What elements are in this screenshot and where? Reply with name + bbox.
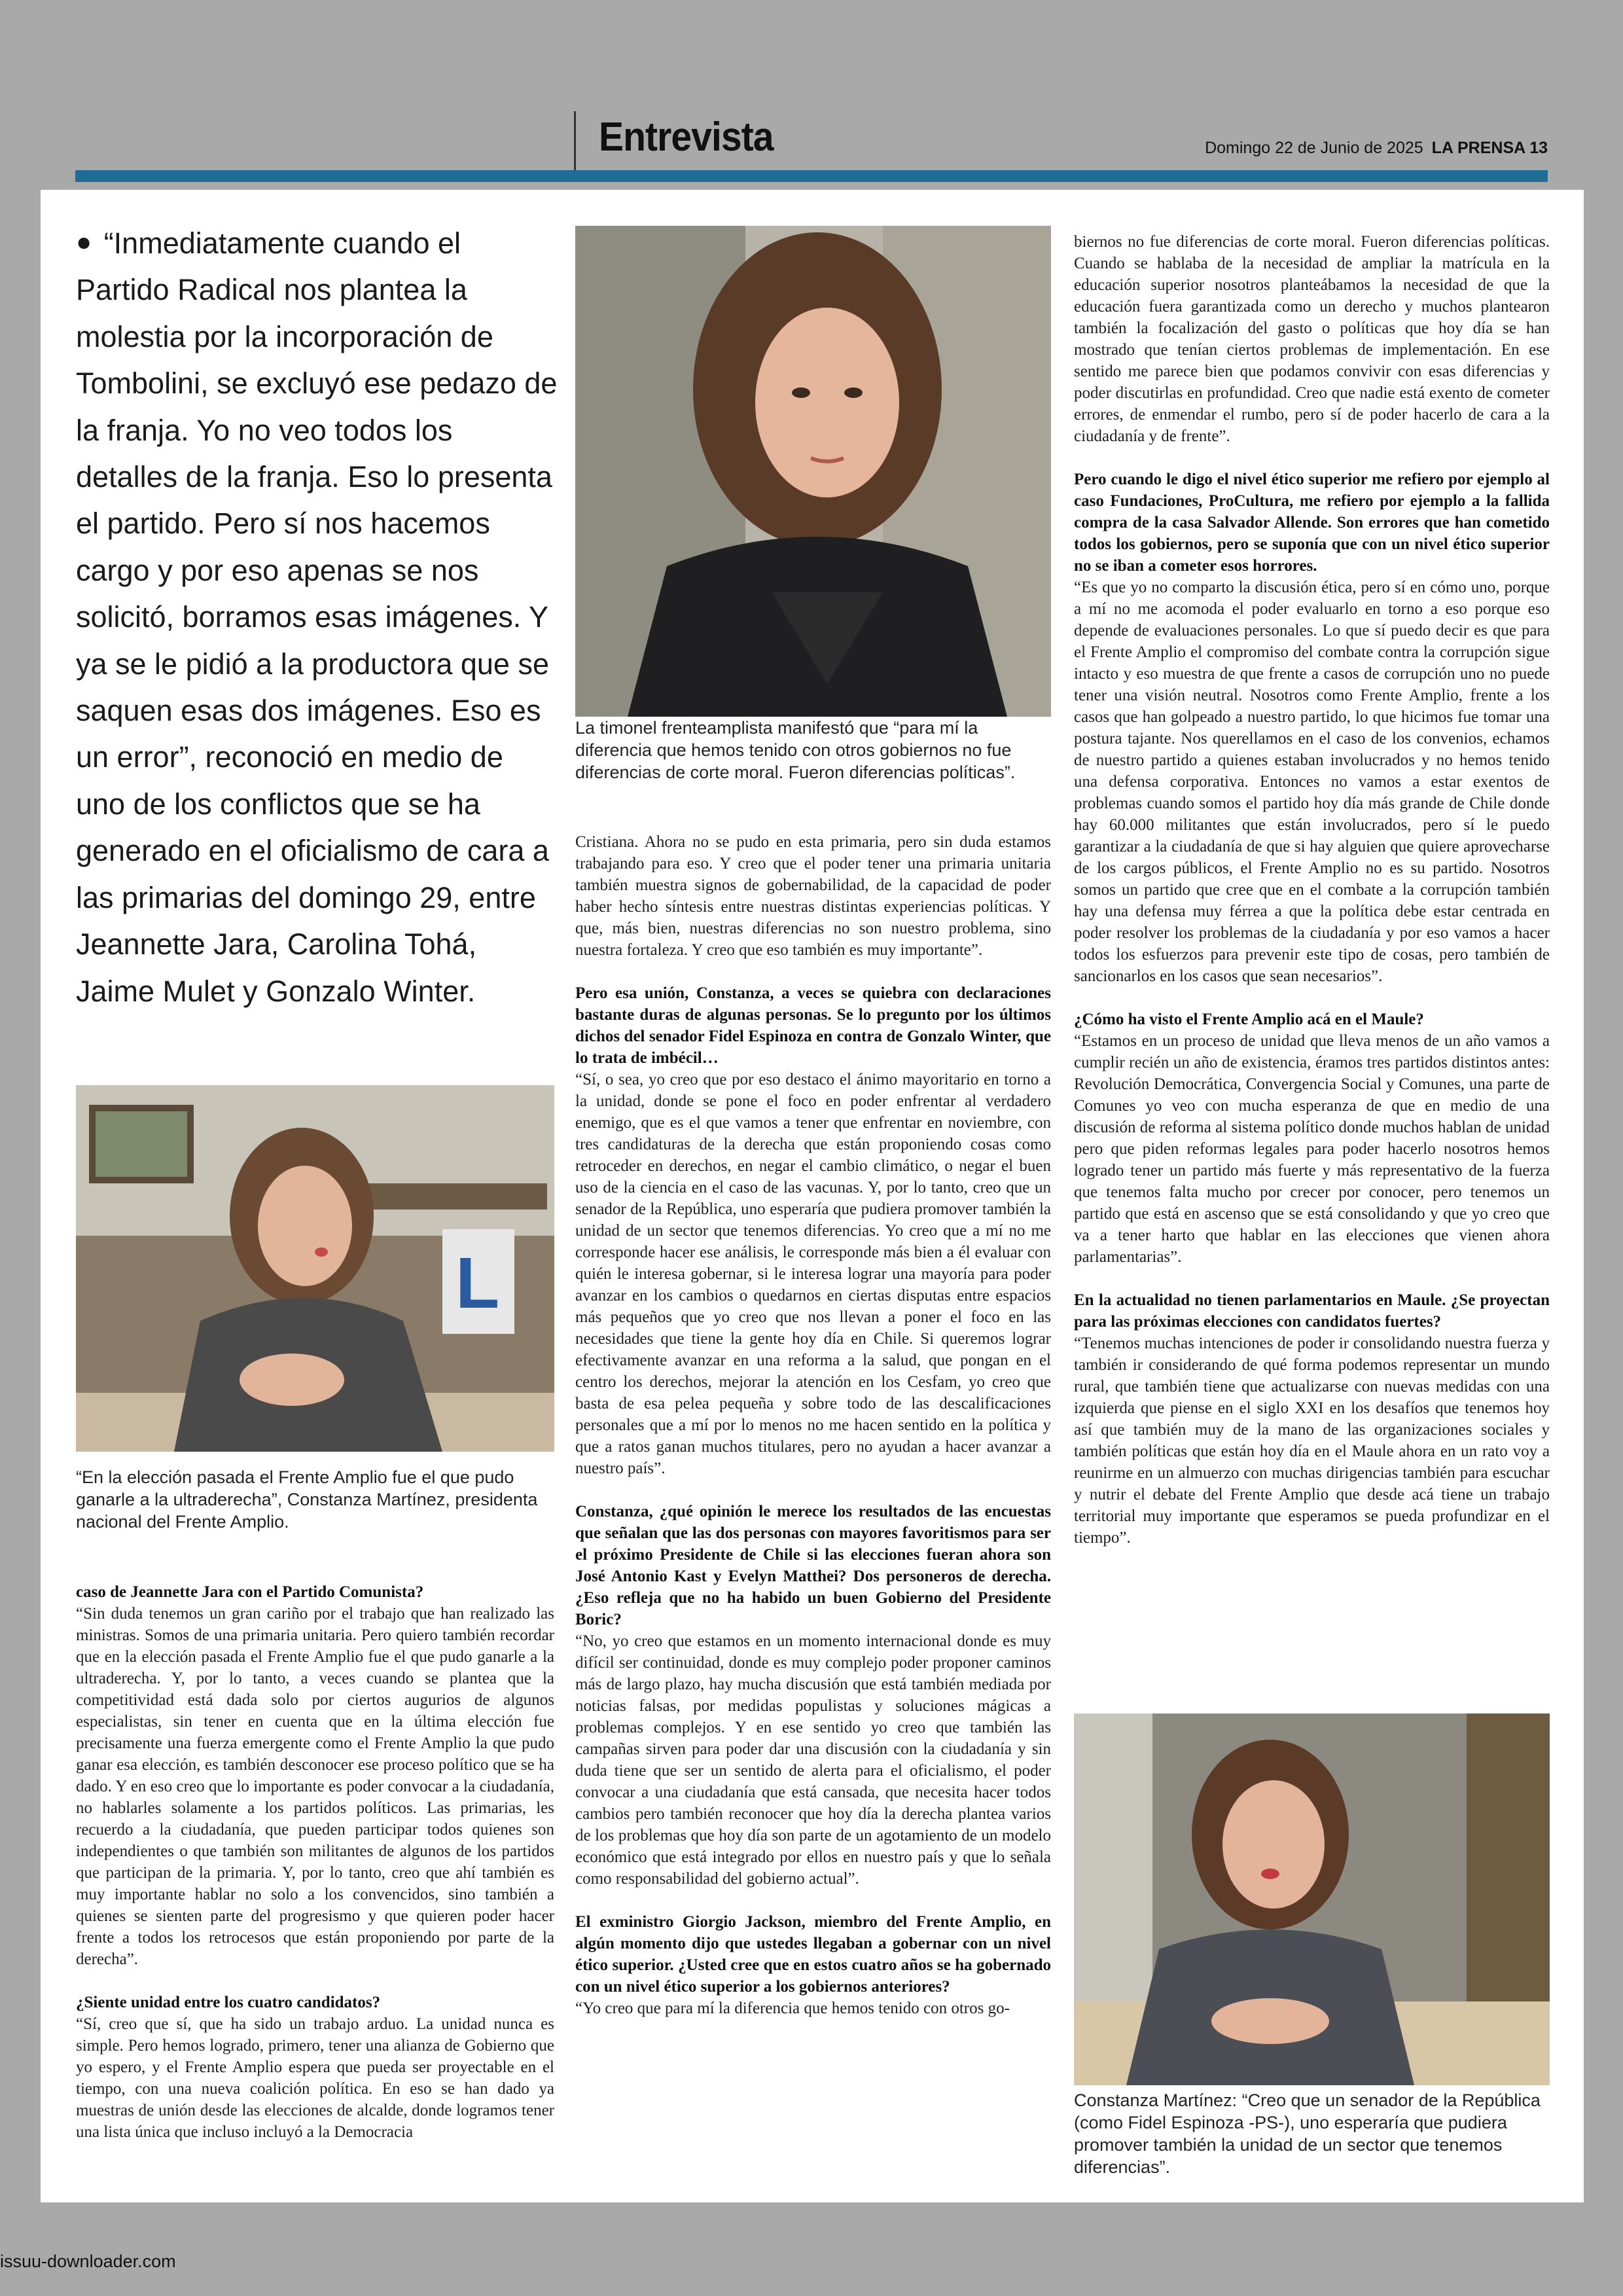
- photo-seated: [1074, 1713, 1550, 2085]
- bullet-icon: ●: [76, 228, 92, 257]
- answer: Cristiana. Ahora no se pudo en esta primaria, pero sin duda estamos trabajando para eso. Y creo que el poder tener una primaria unitaria también muestra signos de gobernabilidad, de la capacidad de poder haber hecho síntesis entre nuestras distintas experiencias políticas. Y que, más bien, nuestras diferencias no son nuestro problema, sino nuestra fortaleza. Y creo que eso también es muy importante”.: [575, 833, 1051, 959]
- pull-quote-text: “Inmediatamente cuando el Partido Radical nos plantea la molestia por la incorporación de Tombolini, se excluyó ese pedazo de la franja. Yo no veo todos los detalles de la franja. Eso lo presenta el partido. Pero sí nos hacemos cargo y por eso apenas se nos solicitó, borramos esas imágenes. Y ya se le pidió a la productora que se saquen esas dos imágenes. Eso es un error”, reconoció en medio de uno de los conflictos que se ha generado en el oficialismo de cara a las primarias del domingo 29, entre Jeannette Jara, Carolina Tohá, Jaime Mulet y Gonzalo Winter.: [76, 226, 558, 1008]
- question: Pero esa unión, Constanza, a veces se quiebra con declaraciones bastante duras de algunas personas. Se lo pregunto por los últimos dichos del senador Fidel Espinoza en contra de Gonzalo Winter, que lo trata de imbécil…: [575, 984, 1051, 1067]
- paper-page-number: LA PRENSA 13: [1431, 139, 1548, 157]
- column-1-text: [76, 1581, 554, 2143]
- answer: “No, yo creo que estamos en un momento internacional donde es muy difícil ser continuidad, donde es muy complejo poder proponer caminos más de largo plazo, hay mucha discusión que está también mediada por noticias falsas, por medidas populistas y soluciones mágicas a problemas complejos. Y en ese sentido yo creo que también las campañas sirven para poder dar una discusión con la ciudadanía y sin duda tiene que ser un sentido de alerta para el oficialismo, el poder convocar a una ciudadanía que está cansada, que necesita hacer todos cambios pero también reconocer que hoy día la derecha plantea varios de los problemas que hoy día son parte de un agotamiento de un modelo económico que está integrado por ellos en nuestro país y que lo señala como responsabilidad del gobierno actual”.: [575, 1632, 1051, 1888]
- header-divider: [574, 111, 576, 173]
- question: ¿Siente unidad entre los cuatro candidatos?: [76, 1994, 381, 2011]
- photo-portrait: [575, 226, 1051, 717]
- header-rule: [75, 170, 1548, 182]
- caption-photo-3: Constanza Martínez: “Creo que un senador de la República (como Fidel Espinoza -PS-), uno esperaría que pudiera promover también la unidad de un sector que tenemos diferencias”.: [1074, 2090, 1541, 2177]
- answer: “Sí, creo que sí, que ha sido un trabajo arduo. La unidad nunca es simple. Pero hemos logrado, primero, tener una alianza de Gobierno que yo espero, y el Frente Amplio espera que pueda ser proyectable en el tiempo, con una nueva coalición política. En eso se han dado ya muestras de unión desde las elecciones de alcalde, donde logramos tener una lista única que incluso incluyó a la Democracia: [76, 2015, 554, 2141]
- answer: “Sí, o sea, yo creo que por eso destaco el ánimo mayoritario en torno a la unidad, donde se pone el foco en poder enfrentar al verdadero enemigo, que es el que vamos a tener que enfrentar en noviembre, con tres candidaturas de la derecha que están proponiendo cosas como retroceder en derechos, en negar el cambio climático, o negar el buen uso de la ciencia en el caso de las vacunas. Y, por lo tanto, creo que un senador de la República, uno esperaría que pudiera promover también la unidad de un sector que tenemos diferencias. Yo creo que a mí no me corresponde hacer ese análisis, le corresponde más bien a él evaluar con quién le interesa gobernar, si le interesa lograr una mayoría para poder avanzar en los cambios o quedarnos en ciertas disputas entre espacios más pequeños que yo creo que nos llevan a poner el foco en las necesidades que tiene la gente hoy día en Chile. Si queremos lograr efectivamente avanzar en una reforma a la salud, que pongan en el centro los derechos, mejorar la atención en los Cesfam, yo creo que basta de esa pelea pequeña y sobre todo de las descalificaciones personales que a mí por lo menos no me hacen sentido en la política y que a ratos ganan muchos titulares, pero no ayudan a hacer avanzar a nuestro país”.: [575, 1071, 1051, 1477]
- question: Pero cuando le digo el nivel ético superior me refiero por ejemplo al caso Fundaciones, ProCultura, me refiero por ejemplo a la fallida compra de la casa Salvador Allende. Son errores que han cometido todos los gobiernos, pero se suponía que con un nivel ético superior no se iban a cometer esos horrores.: [1074, 471, 1550, 575]
- answer: “Yo creo que para mí la diferencia que hemos tenido con otros go-: [575, 2000, 1010, 2017]
- question: Constanza, ¿qué opinión le merece los resultados de las encuestas que señalan que las dos personas con mayores favoritismos para ser el próximo Presidente de Chile si las elecciones fueran ahora son José Antonio Kast y Evelyn Matthei? Dos personeros de derecha. ¿Eso refleja que no ha habido un buen Gobierno del Presidente Boric?: [575, 1503, 1051, 1628]
- header-dateline: [1205, 139, 1548, 158]
- section-title: Entrevista: [599, 115, 774, 160]
- caption-photo-2: La timonel frenteamplista manifestó que “para mí la diferencia que hemos tenido con otros gobiernos no fue diferencias de corte moral. Fueron diferencias políticas”.: [575, 718, 1016, 782]
- answer: “Estamos en un proceso de unidad que lleva menos de un año vamos a cumplir recién un año de existencia, éramos tres partidos distintos antes: Revolución Democrática, Convergencia Social y Comunes, una parte de Comunes yo veo con mucha esperanza de que en medio de una discusión de reforma al sistema político donde muchos hablan de unidad pero que piden reformas legales para poder hacerlo nosotros hemos logrado tener un partido más fuerte y más representativo de la fuerza que tenemos falta mucho por crecer por conocer, pero tenemos un partido que está en ascenso que se está consolidando y que yo creo que va a tener harto que hablar en las elecciones que vienen ahora parlamentarias”.: [1074, 1032, 1550, 1266]
- answer: biernos no fue diferencias de corte moral. Fueron diferencias políticas. Cuando se hablaba de la necesidad de ampliar la matrícula en la educación superior nosotros planteábamos la necesidad de que la educación fuera garantizada como un derecho y muchos plantearon también la focalización del gasto o políticas que hoy día se han mostrado que tenían ciertos problemas de implementación. En ese sentido me parece bien que podamos convivir con esas diferencias y poder discutirlas en profundidad. Creo que nadie está exento de cometer errores, de enmendar el rumbo, pero sí de poder hacerlo de cara a la ciudadanía y de frente”.: [1074, 233, 1550, 445]
- column-2-text: [575, 831, 1051, 2019]
- svg-text:L: L: [455, 1243, 500, 1323]
- newspaper-page: [41, 190, 1584, 2202]
- photo-interview-table: [76, 1085, 554, 1452]
- watermark: issuu-downloader.com: [0, 2251, 176, 2271]
- issue-date: Domingo 22 de Junio de 2025: [1205, 139, 1423, 157]
- photo-image: [575, 226, 1051, 717]
- column-3-text: [1074, 231, 1550, 1549]
- question: ¿Cómo ha visto el Frente Amplio acá en el Maule?: [1074, 1011, 1424, 1028]
- answer: “Es que yo no comparto la discusión ética, pero sí en cómo uno, porque a mí no me acomoda el poder evaluarlo en torno a eso porque eso depende de evaluaciones personales. Lo que sí puedo decir es que para el Frente Amplio el compromiso del combate contra la corrupción sigue intacto y eso muestra de que frente a casos de corrupción uno no puede tener una visión neutral. Nosotros como Frente Amplio, frente a los casos que han golpeado a nuestro partido, lo que hicimos fue tomar una postura tajante. Nos querellamos en el caso de los convenios, echamos de nuestro partido a quienes estaban involucrados y no hemos tenido una defensa corporativa. Entonces no vamos a estar exentos de problemas cuando somos el partido hoy día más grande de Chile donde hay 60.000 militantes que están involucrados, pero sí le puedo garantizar a la ciudadanía de que si hay alguien que quiere aprovecharse de los cargos públicos, el Frente Amplio no es su partido. Nosotros somos un partido que cree que en el combate a la corrupción también hay una defensa muy férrea a que la política debe estar centrada en poder resolver los problemas de la ciudadanía y por eso vamos a hacer todos los esfuerzos para prevenir este tipo de cosas, pero también de sancionarlos en los casos que sean necesarios”.: [1074, 579, 1550, 985]
- photo-image: [1074, 1713, 1550, 2085]
- pull-quote: [76, 219, 558, 1014]
- answer: “Tenemos muchas intenciones de poder ir consolidando nuestra fuerza y también ir considerando de qué forma podemos representar un mundo rural, que también tiene que actualizarse con nuevas medidas con una izquierda que piense en el siglo XXI en los desafíos que tenemos hoy así que también muy de la mano de las organizaciones sociales y también políticas que están hoy día en el Maule ahora en un rato voy a reunirme en un almuerzo con muchas dirigencias también para escuchar y nutrir el debate del Frente Amplio que desde acá tiene un trabajo territorial muy importante que esperamos se pueda profundizar en el tiempo”.: [1074, 1335, 1550, 1547]
- question: En la actualidad no tienen parlamentarios en Maule. ¿Se proyectan para las próximas elecciones con candidatos fuertes?: [1074, 1291, 1550, 1331]
- page-header: [75, 105, 1548, 182]
- question: caso de Jeannette Jara con el Partido Comunista?: [76, 1583, 424, 1601]
- question: El exministro Giorgio Jackson, miembro del Frente Amplio, en algún momento dijo que ustedes llegaban a gobernar con un nivel ético superior. ¿Usted cree que en estos cuatro años se ha gobernado con un nivel ético superior a los gobiernos anteriores?: [575, 1913, 1051, 1996]
- caption-photo-1: “En la elección pasada el Frente Amplio fue el que pudo ganarle a la ultraderecha”, Constanza Martínez, presidenta nacional del Frente Amplio.: [76, 1467, 538, 1532]
- photo-image: [76, 1085, 554, 1452]
- answer: “Sin duda tenemos un gran cariño por el trabajo que han realizado las ministras. Somos de una primaria unitaria. Pero quiero también recordar que en la elección pasada el Frente Amplio fue el que pudo ganarle a la ultraderecha. Y, por lo tanto, a veces cuando se plantea que la competitividad está dada solo por ciertos augurios de algunos especialistas, sin tener en cuenta que en la última elección fue precisamente una fuerza emergente como el Frente Amplio la que pudo ganar esa elección, es también desconocer ese proceso político que se ha dado. Y en eso creo que lo importante es poder convocar a la ciudadanía, no hablarles solamente a los partidos políticos. Las primarias, les recuerdo a la ciudadanía, que pueden participar todos quienes son independientes o que también son militantes de algunos de los partidos que participan de la primaria. Y, por lo tanto, creo que ahí también es muy importante hablar no solo a los convencidos, sino también a quienes se sienten parte del progresismo y que quieren poder hacer frente a todos los retrocesos que están proponiendo por parte de la derecha”.: [76, 1605, 554, 1968]
